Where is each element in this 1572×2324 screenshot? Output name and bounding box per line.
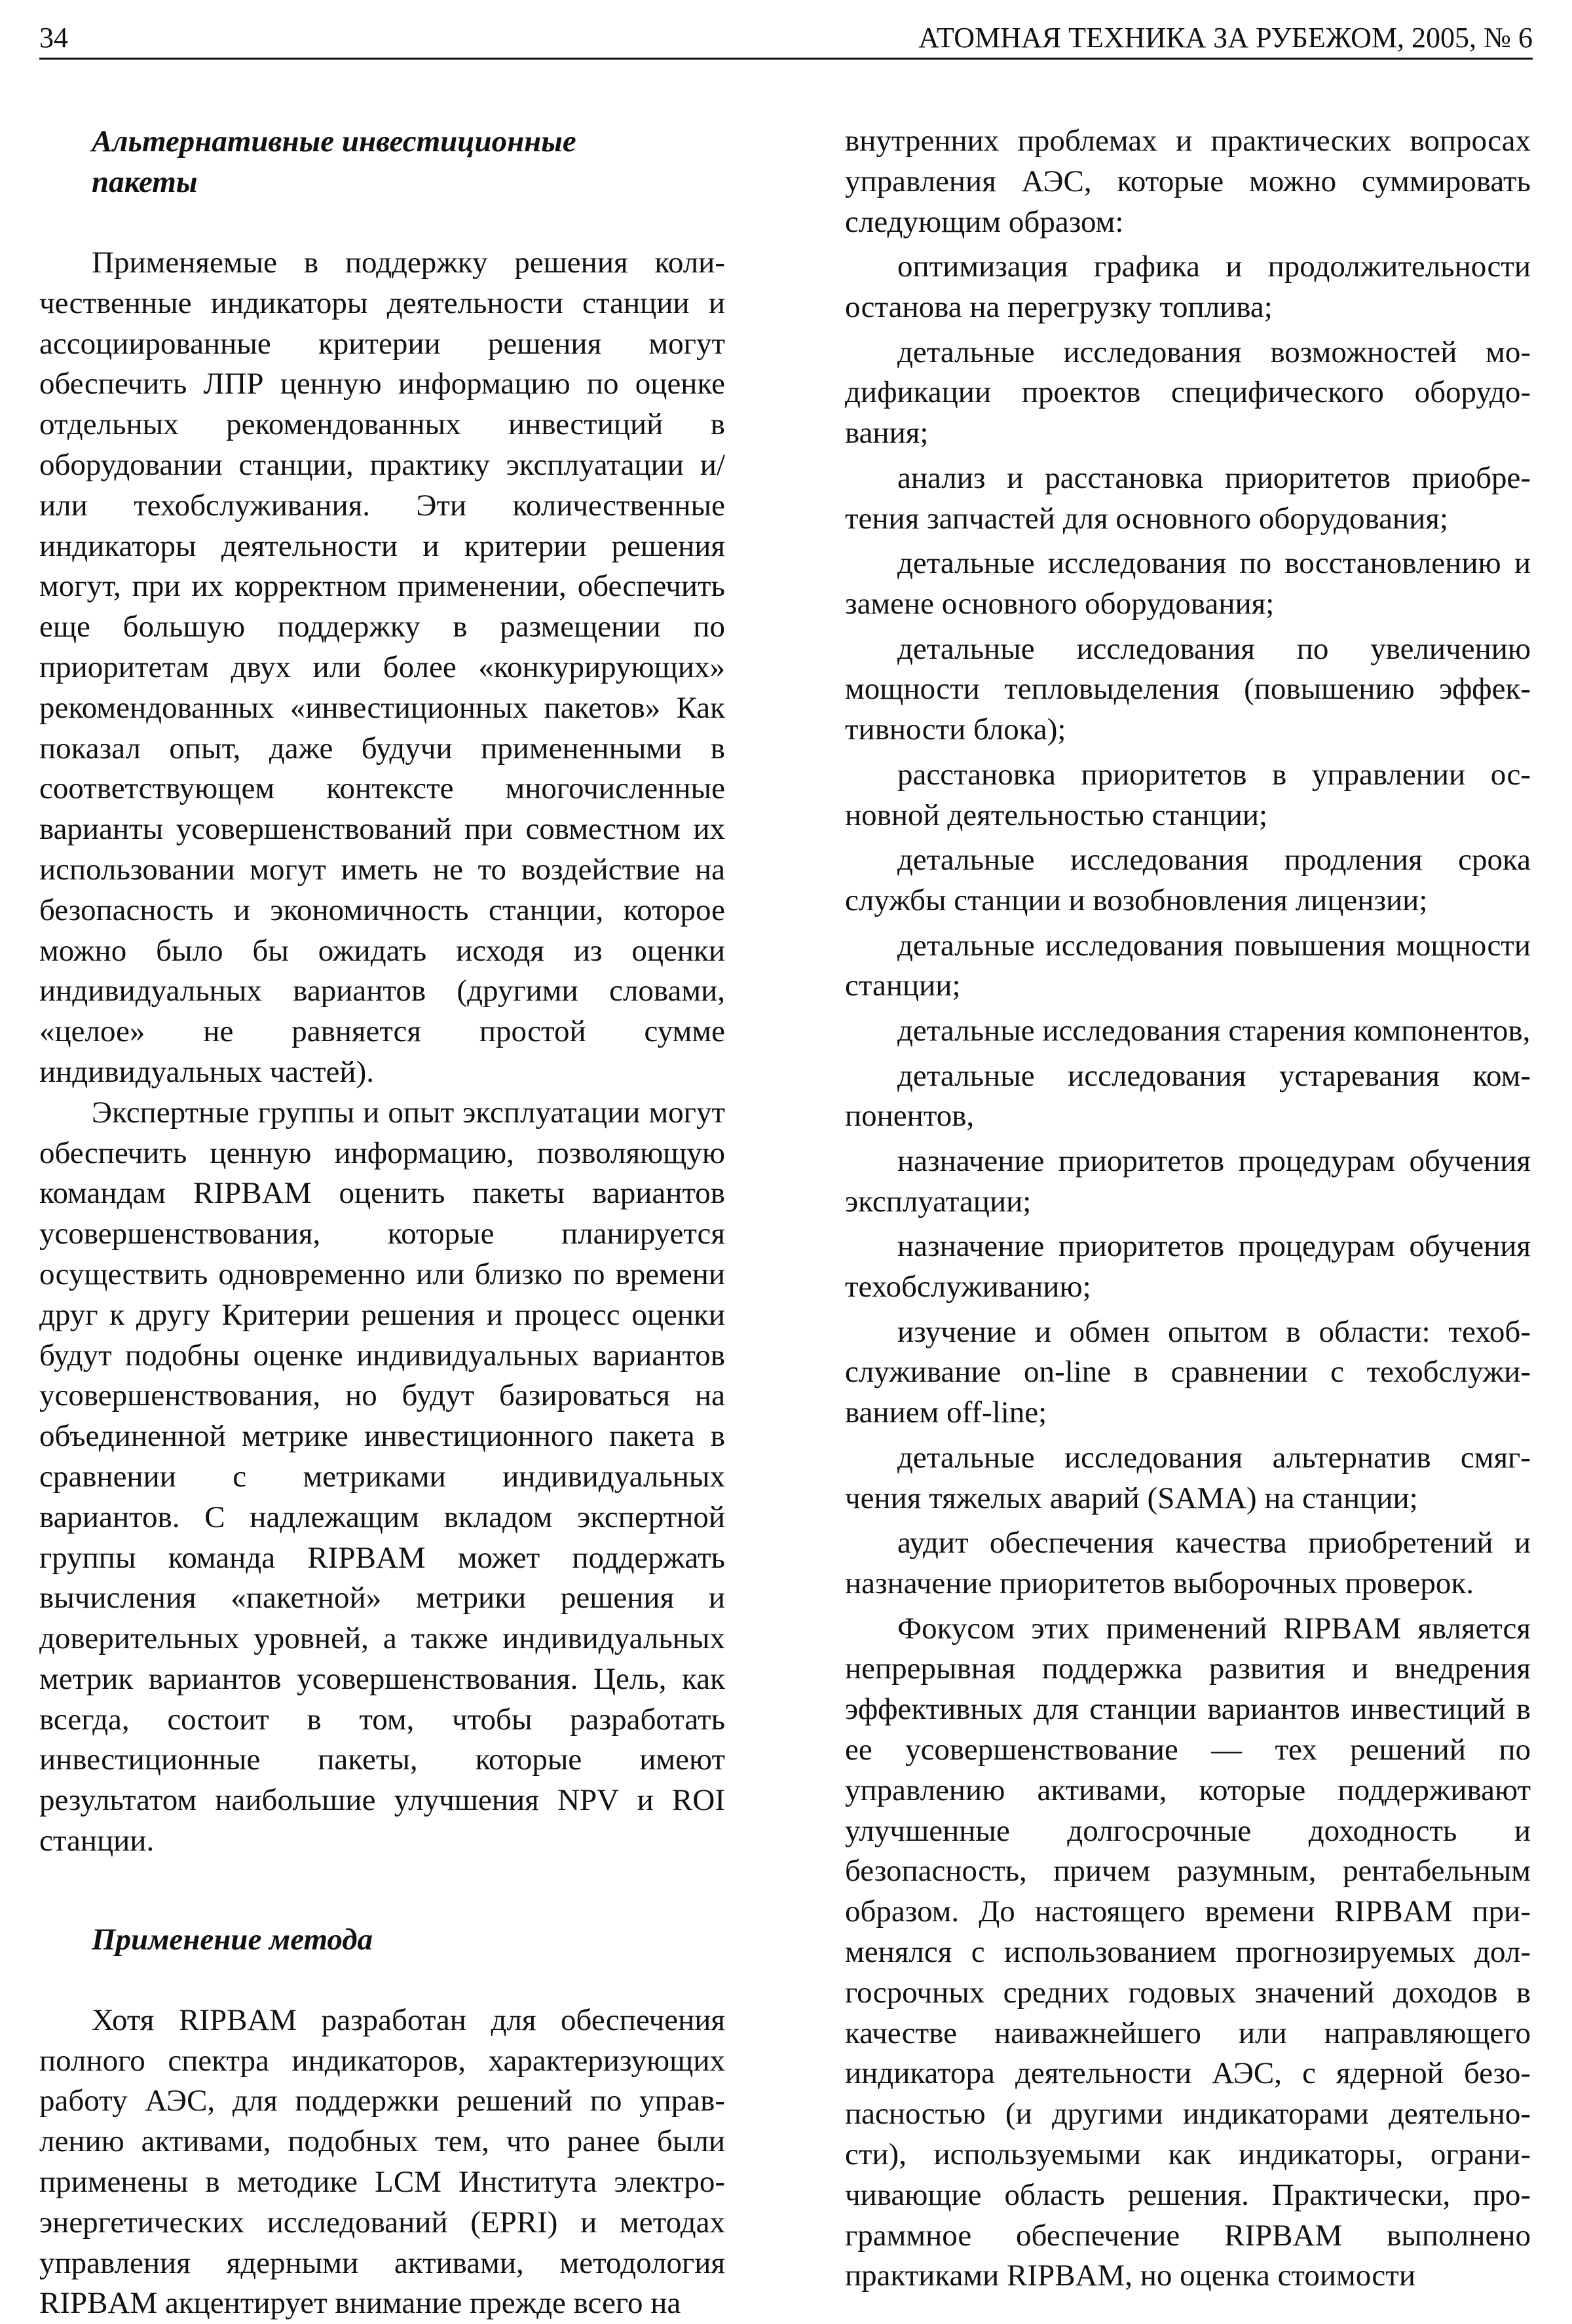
list-item: анализ и расстановка приоритетов приобретения запчастей для основного оборудования;	[845, 460, 1531, 536]
right-column	[845, 121, 1531, 2301]
list-item: назначение приоритетов процедурам обучения техобслуживанию;	[845, 1229, 1531, 1304]
running-header	[39, 18, 1533, 60]
list-item: оптимизация графика и продолжительности останова на перегрузку топлива;	[845, 249, 1531, 324]
left-column	[39, 121, 725, 2324]
list-item: детальные исследования альтернатив смягчения тяжелых аварий (SAMA) на станции;	[845, 1440, 1531, 1515]
paragraph: Фокусом этих применений RIPBAM является непрерывная поддержка развития и внедрения эффективных для станции вариантов инвестиций в ее усовершенствование — тех решений по управлению активами, которые поддерживают улучшенные долгосрочные доходность и безопасность, причем разумным, рентабельным образом. До настоящего времени RIPBAM применялся с использованием прогнозируемых долгосрочных средних годовых значений доходов в качестве наиважнейшего или направляющего индикатора деятельности АЭС, с ядерной безопасностью (и другими индикаторами деятельности), используемыми как индикаторы, ограничивающие область решения. Практически, программное обеспечение RIPBAM выполнено практиками RIPBAM, но оценка стоимости	[845, 1611, 1531, 2293]
list-item: аудит обеспечения качества приобретений и назначение приоритетов выборочных проверок.	[845, 1526, 1531, 1601]
page-number: 34	[39, 22, 68, 54]
list-item: изучение и обмен опытом в области: техобслуживание on-line в сравнении с техобслуживанием off-line;	[845, 1314, 1531, 1430]
list-item: назначение приоритетов процедурам обучения эксплуатации;	[845, 1143, 1531, 1219]
journal-title: АТОМНАЯ ТЕХНИКА ЗА РУБЕЖОМ, 2005, № 6	[918, 22, 1533, 54]
list-item: детальные исследования по увеличению мощности тепловыделения (повышению эффективности блока);	[845, 631, 1531, 747]
list-item: детальные исследования повышения мощности станции;	[845, 928, 1531, 1003]
list-item: детальные исследования по восстановлению и замене основного оборудования;	[845, 546, 1531, 621]
list-item: детальные исследования устаревания компонентов,	[845, 1058, 1531, 1134]
paragraph: Применяемые в поддержку решения количественные индикаторы деятельности станции и ассоциированные критерии решения могут обеспечить ЛПР ценную информацию по оценке отдельных рекомендованных инвестиций в оборудовании станции, практику эксплуатации и/или техобслуживания. Эти количественные индикаторы деятельности и критерии решения могут, при их корректном применении, обеспечить еще большую поддержку в размещении по приоритетам двух или более «конкурирующих» рекомендованных «инвестиционных пакетов» Как показал опыт, даже будучи примененными в соответствующем контексте многочисленные варианты усовершенствований при совместном их использовании могут иметь не то воздействие на безопасность и экономичность станции, которое можно было бы ожидать исходя из оценки индивидуальных вариантов (другими словами, «целое» не равняется простой сумме индивидуальных частей).	[39, 246, 725, 1089]
list-item: детальные исследования старения компонентов,	[897, 1013, 1531, 1048]
paragraph: Экспертные группы и опыт эксплуатации могут обеспечить ценную информацию, позволяющую командам RIPBAM оценить пакеты вариантов усовершенствования, которые планируется осуществить одновременно или близко по времени друг к другу Критерии решения и процесс оценки будут подобны оценке индивидуальных вариантов усовершенствования, но будут базироваться на объединенной метрике инвестиционного пакета в сравнении с метриками индивидуальных вариантов. С надлежащим вкладом экспертной группы команда RIPBAM может поддержать вычисления «пакетной» метрики решения и доверительных уровней, а также индивидуальных метрик вариантов усовершенствования. Цель, как всегда, состоит в том, чтобы разработать инвестиционные пакеты, которые имеют результатом наибольшие улучшения NPV и ROI станции.	[39, 1095, 725, 1858]
list-item: детальные исследования возможностей модификации проектов специфического оборудования;	[845, 335, 1531, 451]
paragraph-continued: внутренних проблемах и практических вопросах управления АЭС, которые можно суммировать следующим образом:	[845, 124, 1531, 239]
section-heading-method-application: Применение метода	[92, 1922, 373, 1957]
list-item: расстановка приоритетов в управлении основной деятельностью станции;	[845, 757, 1531, 832]
list-item: детальные исследования продления срока службы станции и возобновления лицензии;	[845, 843, 1531, 917]
section-heading-alternative-packages: Альтернативные инвестиционные пакеты	[92, 124, 576, 199]
paragraph: Хотя RIPBAM разработан для обеспечения полного спектра индикаторов, характеризующих работу АЭС, для поддержки решений по управлению активами, подобных тем, что ранее были применены в методике LCM Института электроэнергетических исследований (EPRI) и методах управления ядерными активами, методология RIPBAM акцентирует внимание прежде всего на	[39, 2002, 725, 2321]
